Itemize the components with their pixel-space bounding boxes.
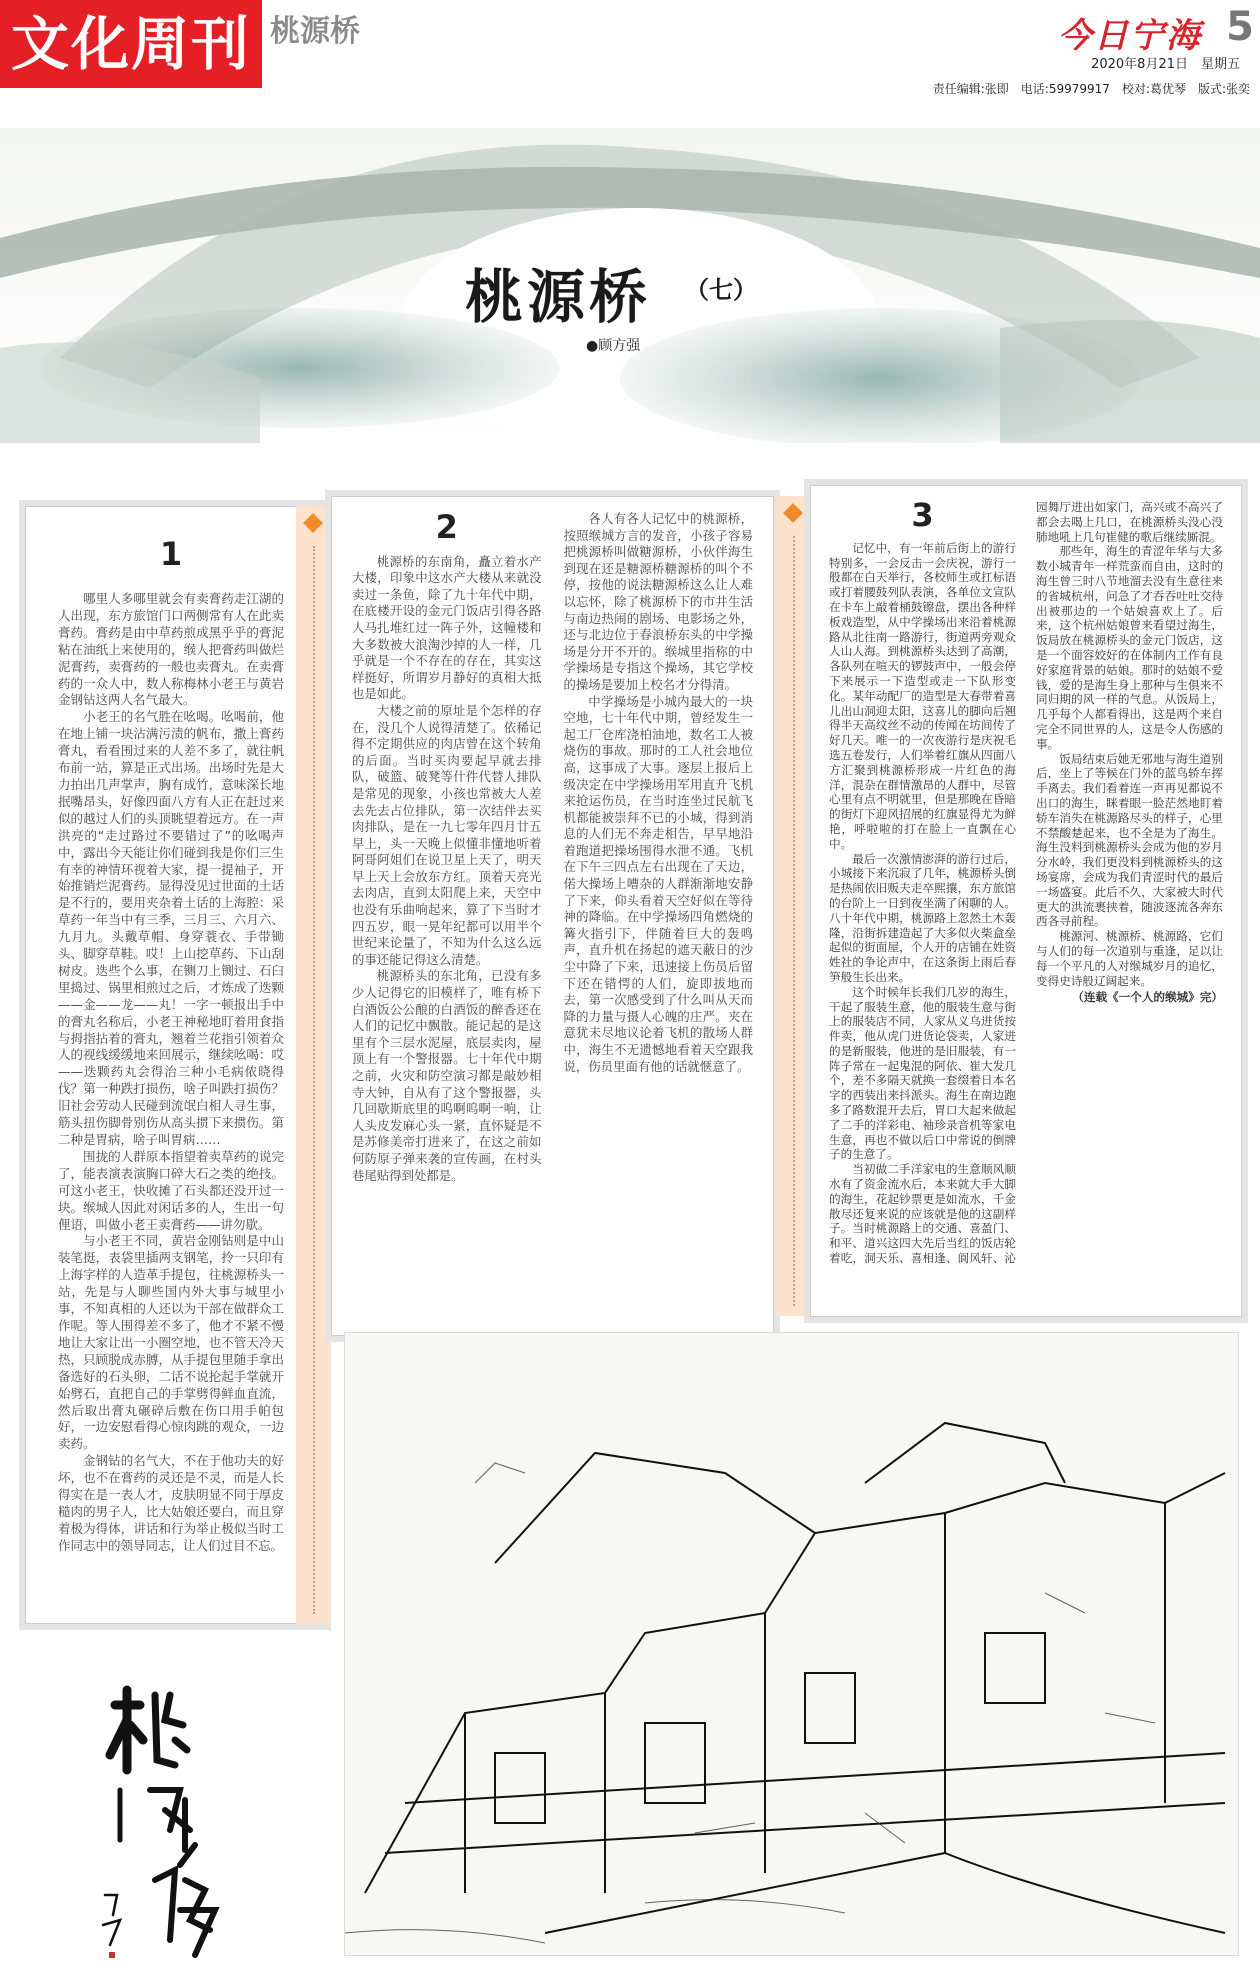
ink-sketch-old-houses — [344, 1332, 1239, 1956]
paragraph: 围拢的人群原本指望着卖草药的说完了，能表演表演胸口碎大石之类的绝技。可这小老王，快收摊了石头都还没开过一块。缑城人因此对闲话多的人，生出一句俚语，叫做小老王卖膏药——讲勿歇。 — [58, 1148, 284, 1232]
section-number-2: 2 — [435, 508, 458, 546]
paragraph: 那些年，海生的青涩年华与大多数小城青年一样荒蛮而自由，这时的海生曾三时八节地溜去没有生意往来的省城杭州，问急了才吞吞吐吐交待出被那边的一个姑娘喜欢上了。后来，这个杭州姑娘曾来看望过海生，饭局放在桃源桥头的金元门饭店，这是一个面容姣好的在体制内工作有良好家庭背景的姑娘。那时的姑娘不爱钱，爱的是海生身上那种与生俱来不同归期的风一样的气息。从饭局上，几乎每个人都看得出，这是两个来自完全不同世界的人，这是令人伤感的事。 — [1036, 544, 1223, 751]
newspaper-logo: 今日宁海 — [1058, 16, 1202, 56]
article-part-number: （七） — [685, 276, 757, 304]
editor-credits: 责任编辑:张即 电话:59979917 校对:葛优琴 版式:张奕 — [932, 82, 1250, 96]
diamond-icon — [303, 513, 323, 533]
serial-end-note: （连载《一个人的缑城》完） — [1072, 990, 1223, 1005]
date-line: 2020年8月21日 星期五 — [1091, 57, 1240, 72]
paragraph: 饭局结束后她无邪地与海生道别后，坐上了等候在门外的蓝鸟轿车挥手离去。我们看着连一声再见都说不出口的海生，眯着眼一脸茫然地盯着轿车消失在桃源路尽头的样子，心里不禁酸楚起来，也不全是为了海生。海生没料到桃源桥头会成为他的岁月分水岭，我们更没料到桃源桥头的这场宴席，会成为我们青涩时代的最后一场盛宴。此后不久，大家被大时代更大的洪流裹挟着，随波逐流各奔东西各寻前程。 — [1036, 751, 1223, 929]
paragraph: 桃源河、桃源桥、桃源路，它们与人们的每一次道别与重逢，足以让每一个平凡的人对缑城岁月的追忆，变得史诗般辽阔起来。 — [1036, 929, 1223, 988]
paragraph: 与小老王不同，黄岩金刚钻则是中山装笔挺，表袋里插两支钢笔，拎一只印有上海字样的人造革手提包，往桃源桥头一站，先是与人聊些国内外大事与城里小事，不知真相的人还以为干部在做群众工作呢。等人围得差不多了，他才不紧不慢地让大家让出一小圈空地，也不管天冷天热，只顾脱成赤膊，从手提包里随手拿出备选好的石头卵，二话不说抡起手掌就开始劈石，直把自己的手掌劈得鲜血直流，然后取出膏丸碾碎后敷在伤口用手帕包好，一边安慰看得心惊肉跳的观众，一边卖药。 — [58, 1233, 284, 1452]
paragraph: 金钢钻的名气大，不在于他功夫的好坏，也不在膏药的灵还是不灵，而是人长得实在是一表人才，皮肤明显不同于厚皮糙肉的男子人，比大姑娘还要白，而且穿着极为得体，讲话和行为举止极似当时工作同志中的领导同志，让人们过目不忘。 — [58, 1453, 284, 1553]
paragraph: 各人有各人记忆中的桃源桥，按照缑城方言的发音，小孩子容易把桃源桥叫做糖源桥，小伙伴海生到现在还是糖源桥糖源桥的叫个不停，按他的说法糖源桥这么让人难以忘怀，除了桃源桥下的市井生活与南边热闹的剧场、电影场之外，还与北边位于春浪桥东头的中学操场是分开不开的。缑城里指称的中学操场是专指这个操场，其它学校的操场是要加上校名才分得清。 — [563, 511, 753, 692]
section-number-3: 3 — [911, 496, 934, 534]
paragraph: 当初做二手洋家电的生意顺风顺水有了资金流水后，本来就大手大脚的海生，花起钞票更是如流水，千金散尽还复来说的应该就是他的这副样子。当时桃源路上的交通、喜盈门、和平、道兴这四大先后当红的饭店轮着吃，洞天乐、喜相逢、阆风轩、沁园舞厅进出如家门，高兴或不高兴了都会去喝上几口，在桃源桥头没心没肺地吼上几句崔健的歌后继续厮混。 — [829, 500, 1223, 1266]
diamond-icon — [783, 503, 803, 523]
decorative-strip — [776, 496, 810, 1316]
section-number-1: 1 — [159, 535, 183, 573]
paragraph: 桃源桥头的东北角，已没有多少人记得它的旧模样了，唯有桥下白酒饭公公酿的白酒饭的醉香还在人们的记忆中飘散。能记起的是这里有个三层水泥屋，底层卖肉，屋顶上有一个警报器。七十年代中期之前，火灾和防空演习都是敲妙相寺大钟，自从有了这个警报器，头几回歇斯底里的呜啊呜啊一响，让人头皮发麻心头一紧，直怀疑是不是苏修美帝打进来了，在这之前如何防原子弹来袭的宣传画，在村头巷尾贴得到处都是。 — [352, 968, 542, 1183]
decorative-strip — [296, 506, 330, 1624]
paragraph: 大楼之前的原址是个怎样的存在，没几个人说得清楚了。依稀记得不定期供应的肉店曾在这个转角的后面。当时买肉要起早就去排队，破篮、破凳等什件代替人排队是常见的现象，小孩也常被大人差去先去占位排队，第一次结伴去买肉排队，是在一九七零年四月廿五早上，头一天晚上似懂非懂地听着阿哥阿姐们在说卫星上天了，明天早上天上会放东方红。顶着天亮光去肉店，直到太阳爬上来，天空中也没有乐曲响起来，算了下当时才四五岁，眼一晃年纪都可以用半个世纪来论量了，不知为什么这么远的事还能记得这么清楚。 — [352, 702, 542, 967]
article-title: 桃源桥 — [465, 263, 652, 331]
calligraphy-title — [95, 1680, 225, 1970]
column-2 — [331, 496, 774, 1336]
paragraph: 桃源桥的东南角，矗立着水产大楼，印象中这水产大楼从来就没卖过一条鱼，除了九十年代中期，在底楼开设的金元门饭店引得各路人马扎堆红过一阵子外，这幢楼和大多数被大浪淘沙掉的人一样，几乎就是一个不存在的存在，其实这样挺好，所谓岁月静好的真相大抵也是如此。 — [352, 553, 542, 702]
paragraph: 这个时候年长我们几岁的海生，干起了服装生意，他的服装生意与街上的服装店不同，人家从义乌进货按件卖，他从虎门进货论袋卖，人家进的是新服装，他进的是旧服装，有一阵子常在一起鬼混的阿依、崔大发几个，差不多隔天就换一套缀着日本名字的西装出来抖派头。海生在南边跑多了路数混开去后，胃口大起来做起了二手的洋彩电、袖珍录音机等家电生意，再也不做以后口中常说的倒牌子的生意了。 — [829, 984, 1016, 1162]
paragraph: 中学操场是小城内最大的一块空地，七十年代中期，曾经发生一起工厂仓库浇柏油地，数名工人被烧伤的事故。那时的工人社会地位高，这事成了大事。逐层上报后上级决定在中学操场用军用直升飞机来抢运伤员，在当时连坐过民航飞机都能被崇拜不已的小城，得到消息的人们无不奔走相告，早早地沿着跑道把操场围得水泄不通。飞机在下午三四点左右出现在了天边，偌大操场上嘈杂的人群渐渐地安静了下来，仰头看着天空好似在等待神的降临。在中学操场四角燃烧的篝火指引下，伴随着巨大的轰鸣声，直升机在扬起的遮天蔽日的沙尘中降了下来，迅速接上伤员后留下还在错愕的人们，旋即拔地而去，第一次感受到了什么叫从天而降的力量与摄人心魄的庄严。夹在意犹未尽地议论着飞机的散场人群中，海生不无遗憾地看着天空跟我说，伤员里面有他的话就惬意了。 — [563, 693, 753, 1074]
paragraph: 记忆中，有一年前后街上的游行特别多，一会反击一会庆祝，游行一般都在白天举行，各校师生或扛标语或打着腰鼓列队表演，各单位文宣队在卡车上敲着桶鼓镲盘，摆出各种样板戏造型，从中学操场出来沿着桃源路从北往南一路游行，街道两旁观众人山人海。到桃源桥头达到了高潮，各队列在喧天的锣鼓声中，一般会停下来展示一下造型或走一下队形变化。某年动配厂的造型是大春带着喜儿出山洞迎太阳，这喜儿的脚向后翘得半天高纹丝不动的传闻在坊间传了好几天。唯一的一次夜游行是庆祝毛选五卷发行，人们举着红旗从四面八方汇聚到桃源桥形成一片红色的海洋，混杂在群情激昂的人群中，尽管心里有点不明就里，但是那晚在昏暗的街灯下迎风招展的红旗显得尤为鲜艳，呼啦啦的打在脸上一直飘在心中。 — [829, 540, 1016, 851]
paragraph: 哪里人多哪里就会有卖膏药走江湖的人出现，东方旅馆门口两侧常有人在此卖膏药。膏药是由中草药煎成黑乎乎的膏泥粘在油纸上来使用的，缑人把膏药叫做烂泥膏药，卖膏药的一般也卖膏丸。在卖膏药的一众人中，数人称梅林小老王与黄岩金钢钻这两人名气最大。 — [58, 591, 284, 708]
paragraph: 小老王的名气胜在吆喝。吆喝前，他在地上铺一块沾满污渍的帆布，撒上膏药膏丸，看看围过来的人差不多了，就往帆布前一站，算是正式出场。出场时先是大力拍出几声掌声，胸有成竹，意味深长地抿嘴昂头，好像四面八方有人正在赶过来似的越过人们的头顶眺望着远方。在一声洪亮的“走过路过不要错过了”的吆喝声中，露出今天能让你们碰到我是你们三生有幸的神情环视着大家，提一提袖子，开始推销烂泥膏药。显得没见过世面的土话是不行的，要用夹杂着土话的上海腔：采草药一年当中有三季，三月三、六月六、九月九。头戴草帽、身穿蓑衣、手带锄头、脚穿草鞋。哎！上山挖草药、下山刮树皮。迭些个么事，在铡刀上铡过、石臼里捣过、锅里相煎过之后，才炼成了迭颗——金——龙——丸！一字一顿报出手中的膏丸名称后，小老王神秘地盯着用食指与拇指拈着的膏丸，翘着兰花指引领着众人的视线缓缓地来回展示，继续吆喝：哎——迭颗药丸会得治三种小毛病侬晓得伐？第一种跌打损伤，啥子叫跌打损伤？旧社会劳动人民碰到流氓白相人寻生事，筋头扭伤脚骨别伤从高头掼下来掼伤。第二种是胃病，啥子叫胃病…… — [58, 709, 284, 1147]
section-name: 桃源桥 — [270, 14, 360, 49]
article-author: ●顾方强 — [586, 338, 641, 354]
paragraph: 最后一次激情澎湃的游行过后，小城接下来沉寂了几年，桃源桥头倒是热闹依旧贩夫走卒熙攘，东方旅馆的台阶上一日到夜坐满了闲聊的人。八十年代中期，桃源路上忽然土木轰隆，沿街拆建造起了大多似火柴盒垒起似的街面屋，个人开的店铺在姓资姓社的争论声中，在这条街上雨后春笋般生长出来。 — [829, 851, 1016, 984]
masthead: 文化周刊 — [0, 0, 262, 88]
column-1 — [25, 506, 325, 1624]
page-number: 5 — [1226, 4, 1254, 50]
column-3 — [810, 485, 1242, 1317]
